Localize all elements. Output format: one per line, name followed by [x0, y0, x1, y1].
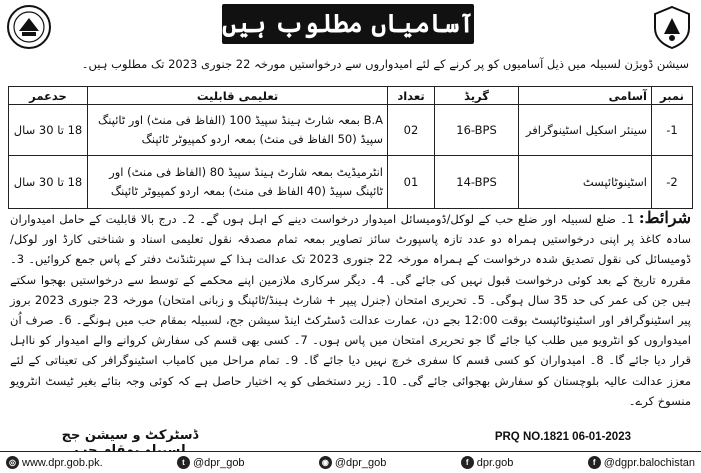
- footer-label: @dpr_gob: [334, 456, 387, 469]
- header-quantity: تعداد: [388, 87, 435, 105]
- header-post: آسامی: [519, 87, 652, 105]
- header-age-limit: حدعمر: [9, 87, 88, 105]
- twitter-icon: t: [177, 456, 190, 469]
- footer-social-bar: [0, 451, 701, 473]
- header-qualification: تعلیمی قابلیت: [88, 87, 388, 105]
- row-number: 1-: [652, 105, 693, 156]
- row-number: 2-: [652, 156, 693, 209]
- signature-block: ڈسٹرکٹ و سیشن جج: [61, 428, 199, 443]
- row-quantity: 02: [388, 105, 435, 156]
- footer-label: dpr.gob: [476, 456, 514, 469]
- globe-icon: ◎: [6, 456, 19, 469]
- government-emblem-icon: [6, 4, 52, 50]
- footer-label: www.dpr.gob.pk.: [22, 456, 103, 469]
- row-post: سینئر اسکیل اسٹینوگرافر: [519, 105, 652, 156]
- conditions-heading: شرائط:: [638, 208, 691, 227]
- conditions-text: 1۔ ضلع لسبیلہ اور ضلع حب کے لوکل/ڈومیسائل امیدوار درخواست دینے کے اہل ہوں گے۔ 2۔ درج بالا قابلیت کے حامل امیدواران سادہ کاغذ پر اپنی درخواستیں ہمراہ دو عدد تازہ پاسپورٹ سائز تصاویر بمعہ تمام مصدقہ نقول تعلیمی اسناد و شناختی کارڈ اور لوکل/ڈومیسائل کی نقول تصدیق شدہ درخواست کے ہمراہ مورخہ 22 جنوری 2023 تک عدالت ہذا کے سپرنٹنڈنٹ دفتر کے پاس جمع کروائیں۔ 3۔ مقررہ تاریخ کے بعد کوئی درخواست قبول نہیں کی جائے گی۔ 4۔ دیگر سرکاری ملازمین اپنے محکمے کے توسط سے درخواستیں بھجوا سکتے ہیں جن کی عمر کی حد 35 سال ہوگی۔ 5۔ تحریری امتحان (جنرل پیپر + شارٹ ہینڈ/ٹائپنگ و زبانی امتحان) مورخہ 23 جنوری 2023 بروز پیر اسٹینوگرافر اور اسٹینوٹائپسٹ بوقت 12:00 بجے دن، عمارت عدالت ڈسٹرکٹ اینڈ سیشن جج، لسبیلہ بمقام حب میں ہونگے۔ 6۔ صرف اُن امیدواروں کو انٹرویو میں طلب کیا جائے گا جو تحریری امتحان میں پاس ہوں۔ 7۔ کسی بھی قسم کی سفارش کروانے والے امیدوار کو نااہل قرار دیا جائے گا۔ 8۔ امیدواران کو کسی قسم کا سفری خرچ نہیں دیا جائے گا۔ 9۔ تمام مراحل میں کامیاب اسٹینوگرافر کی تعیناتی کے لئے معزز عدالت عالیہ بلوچستان کو سفارش بھجوائی جائے گی۔ 10۔ زیر دستخطی کو یہ اختیار حاصل ہے کہ کوئی وجہ بتائے بغیر ٹیسٹ انٹرویو منسوخ کرے۔: [10, 212, 692, 408]
- intro-text: سیشن ڈویژن لسبیلہ میں ذیل آسامیوں کو پر کرنے کے لئے امیدواروں سے درخواستیں مورخہ 22 جنوری 2023 تک مطلوب ہیں۔: [81, 57, 689, 71]
- footer-item-facebook-dgpr[interactable]: [588, 456, 695, 469]
- header-grade: گریڈ: [435, 87, 519, 105]
- prq-number: PRQ NO.1821 06-01-2023: [494, 431, 631, 443]
- facebook-icon: f: [588, 456, 601, 469]
- conditions-section: [10, 208, 691, 418]
- row-age-limit: 18 تا 30 سال: [9, 105, 88, 156]
- row-grade: 16-BPS: [435, 105, 519, 156]
- header-number: نمبر: [652, 87, 693, 105]
- footer-label: @dpr_gob: [193, 456, 245, 469]
- posts-table: [8, 86, 693, 209]
- instagram-icon: ◉: [319, 456, 332, 469]
- footer-item-twitter[interactable]: [177, 456, 245, 469]
- table-row: [9, 105, 693, 156]
- facebook-icon: f: [461, 456, 474, 469]
- header: [0, 0, 701, 60]
- table-row: [9, 156, 693, 209]
- row-grade: 14-BPS: [435, 156, 519, 209]
- row-age-limit: 18 تا 30 سال: [9, 156, 88, 209]
- table-header-row: [9, 87, 693, 105]
- footer-label: @dgpr.balochistan: [603, 456, 695, 469]
- footer-item-facebook[interactable]: [461, 456, 514, 469]
- footer-item-website[interactable]: [6, 456, 103, 469]
- footer-item-instagram[interactable]: [319, 456, 387, 469]
- row-quantity: 01: [388, 156, 435, 209]
- row-qualification: انٹرمیڈیٹ بمعہ شارٹ ہینڈ سپیڈ 80 (الفاظ فی منٹ) اور ٹائپنگ سپیڈ (40 الفاظ فی منٹ) بمعہ اردو کمپیوٹر ٹائپنگ: [88, 156, 388, 209]
- row-post: اسٹینوٹائپسٹ: [519, 156, 652, 209]
- row-qualification: B.A بمعہ شارٹ ہینڈ سپیڈ 100 (الفاظ فی منٹ) اور ٹائپنگ سپیڈ (50 الفاظ فی منٹ) بمعہ اردو کمپیوٹر ٹائپنگ: [88, 105, 388, 156]
- government-emblem-icon: [649, 4, 695, 50]
- page-title: آسامیاں مطلوب ہیں: [222, 4, 474, 44]
